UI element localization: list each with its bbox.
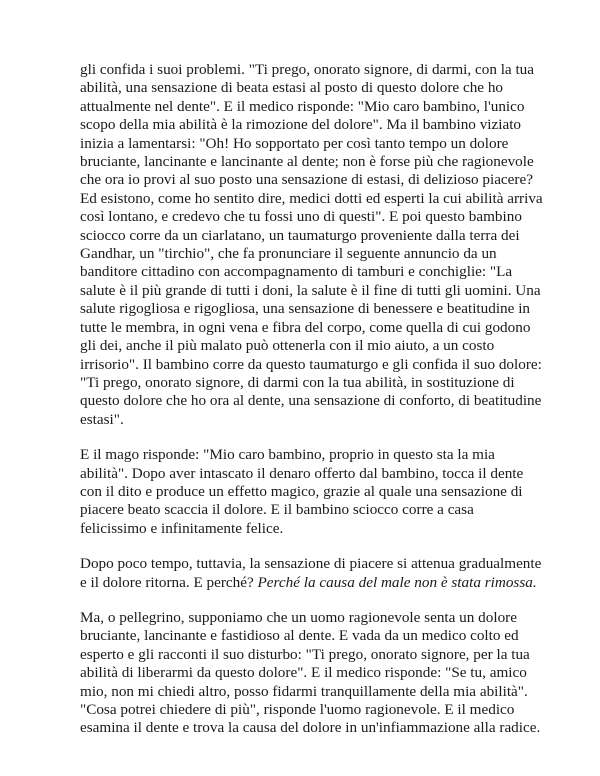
text-line: attualmente nel dente". E il medico risponde: "Mio caro bambino, l'unico: [80, 97, 525, 115]
text-line: salute rigogliosa e rigogliosa, una sensazione di benessere e beatitudine in: [80, 300, 531, 318]
text-line: abilità". Dopo aver intascato il denaro offerto dal bambino, tocca il dente: [80, 464, 524, 482]
text-line: sciocco corre da un ciarlatano, un taumaturgo proveniente dalla terra dei: [80, 226, 520, 244]
text-line: questo dolore che ho ora al dente, una sensazione di conforto, di beatitudine: [80, 392, 542, 410]
text-line: "Ti prego, onorato signore, di darmi con la tua abilità, in sostituzione di: [80, 373, 515, 391]
text-line: gli confida i suoi problemi. "Ti prego, onorato signore, di darmi, con la tua: [80, 61, 535, 78]
text-line: scopo della mia abilità è la rimozione del dolore". Ma il bambino viziato: [80, 116, 522, 134]
text-line: Gandhar, un "tirchio", che fa pronunciare il seguente annuncio da un: [80, 245, 497, 263]
text-line: esamina il dente e trova la causa del dolore in un'infiammazione alla radice.: [80, 719, 541, 737]
text-line: banditore cittadino con accompagnamento di tamburi e conchiglie: "La: [80, 263, 513, 281]
text-line: Ma, o pellegrino, supponiamo che un uomo ragionevole senta un dolore: [80, 608, 517, 626]
text-line: abilità di liberarmi da questo dolore". E il medico risponde: "Se tu, amico: [80, 664, 527, 682]
text-line: esperto e gli racconti il suo disturbo: "Ti prego, onorato signore, per la tua: [80, 645, 530, 663]
text-line: bruciante, lancinante e fastidioso al dente. E vada da un medico colto ed: [80, 627, 519, 645]
text-line: gli dei, anche il più malato può ottenerla con il mio aiuto, a un costo: [80, 337, 495, 355]
text-line: mio, non mi chiedi altro, posso fidarmi tranquillamente della mia abilità".: [80, 682, 528, 700]
text-line: E il mago risponde: "Mio caro bambino, proprio in questo sta la mia: [80, 446, 495, 464]
text-line: tutte le membra, in ogni vena e fibra del corpo, come quella di cui godono: [80, 318, 531, 336]
text-line: estasi".: [80, 410, 124, 428]
paragraph-2: [80, 446, 532, 538]
text-line: felicissimo e infinitamente felice.: [80, 519, 284, 537]
text-line: abilità, una sensazione di beata estasi al posto di questo dolore che ho: [80, 79, 504, 97]
paragraph-3: [80, 555, 542, 592]
text-italic: Perché la causa del male non è stata rimossa.: [257, 573, 537, 591]
text-line: piacere beato scaccia il dolore. E il bambino sciocco corre a casa: [80, 501, 474, 519]
text-line: irrisorio". Il bambino corre da questo taumaturgo e gli confida il suo dolore:: [80, 355, 542, 373]
text-line: Ed esistono, come ho sentito dire, medici dotti ed esperti la cui abilità arriva: [80, 189, 543, 207]
text-line: inizia a lamentarsi: "Oh! Ho sopportato per così tanto tempo un dolore: [80, 134, 509, 152]
text-line: con il dito e produce un effetto magico, grazie al quale una sensazione di: [80, 482, 523, 500]
paragraph-4: [80, 608, 541, 738]
document-page: [80, 61, 543, 755]
text-line: salute è il più grande di tutti i doni, la salute è il fine di tutti gli uomini. Una: [80, 281, 541, 299]
text-line: così lontano, e credevo che tu fossi uno di questi". E poi questo bambino: [80, 208, 522, 226]
text-line: che ora io provi al suo posto una sensazione di estasi, di delizioso piacere?: [80, 171, 533, 189]
paragraph-1: [80, 61, 543, 429]
text-line: bruciante, lancinante e lancinante al dente; non è forse più che ragionevole: [80, 153, 534, 171]
text-line-mixed: [80, 573, 537, 592]
text-plain: e il dolore ritorna. E perché?: [80, 573, 258, 591]
text-line: Dopo poco tempo, tuttavia, la sensazione di piacere si attenua gradualmente: [80, 555, 542, 573]
text-line: "Cosa potrei chiedere di più", risponde l'uomo ragionevole. E il medico: [80, 701, 515, 718]
